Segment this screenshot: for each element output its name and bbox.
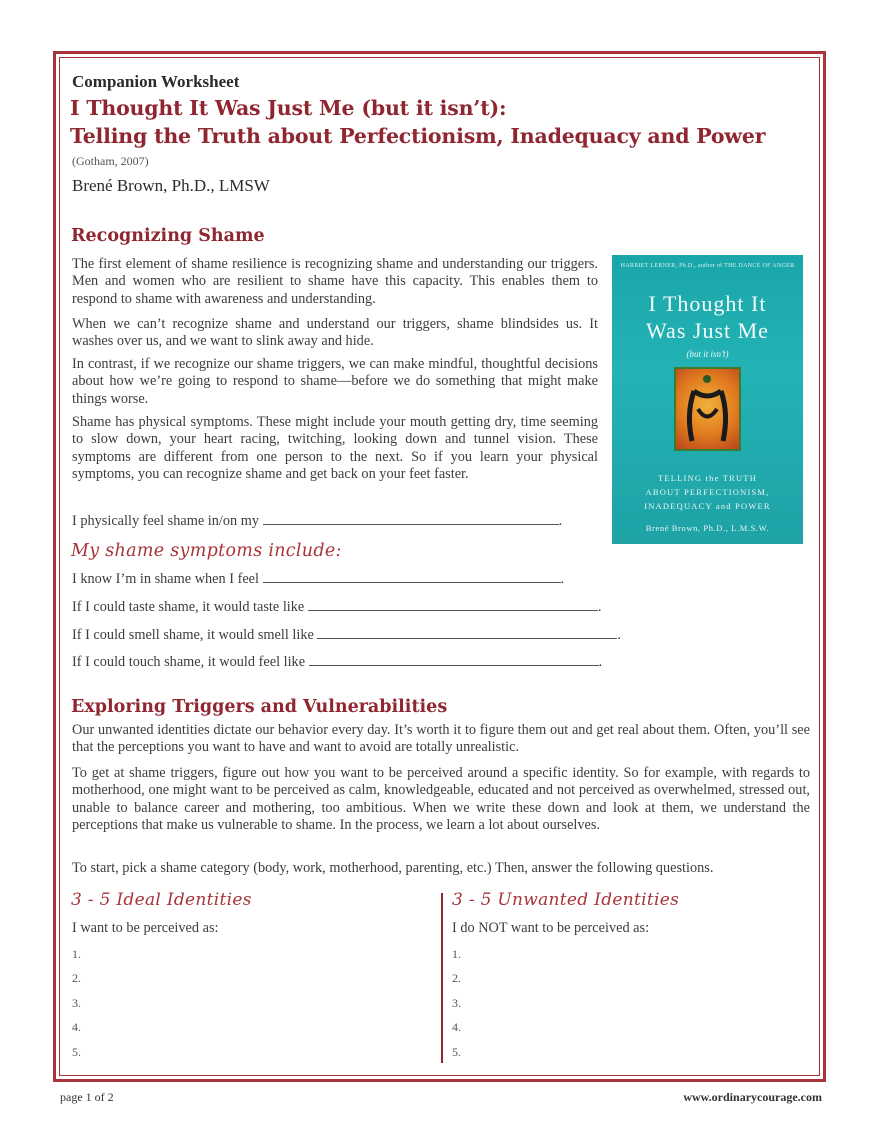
author-name: Brené Brown, Ph.D., LMSW: [72, 176, 270, 195]
unwanted-item-4[interactable]: 4.: [452, 1020, 461, 1034]
ideal-item-3[interactable]: 3.: [72, 996, 81, 1010]
prompt-line-4: If I could touch shame, it would feel like .: [72, 654, 603, 670]
unwanted-item-5[interactable]: 5.: [452, 1045, 461, 1059]
paragraph-7: To start, pick a shame category (body, work, motherhood, parenting, etc.) Then, answer the following questions.: [72, 860, 714, 876]
section-heading-recognizing-shame: Recognizing Shame: [71, 226, 265, 246]
website-link[interactable]: www.ordinarycourage.com: [683, 1090, 822, 1104]
unwanted-identities-title: 3 - 5 Unwanted Identities: [452, 890, 680, 910]
prompt-label: If I could touch shame, it would feel like: [72, 654, 306, 670]
unwanted-item-1[interactable]: 1.: [452, 947, 461, 961]
prompt-label: If I could taste shame, it would taste like: [72, 599, 305, 615]
book-subtitle-3: INADEQUACY and POWER: [644, 501, 771, 511]
ideal-item-2[interactable]: 2.: [72, 971, 81, 985]
book-cover-image: [612, 255, 803, 544]
paragraph-3: In contrast, if we recognize our shame triggers, we can make mindful, thoughtful decisions about how we’re going to respond to shame—before we do something that might make things worse.: [72, 356, 598, 407]
prompt-line-3: If I could smell shame, it would smell like .: [72, 627, 621, 643]
paragraph-1: The first element of shame resilience is recognizing shame and understanding our triggers. Men and women who are resilient to shame have this capacity. This enables them to respond to shame with awareness and understanding.: [72, 256, 598, 307]
book-title-2: Was Just Me: [646, 318, 769, 343]
book-author: Brené Brown, Ph.D., L.M.S.W.: [645, 523, 770, 533]
answer-blank[interactable]: [317, 626, 617, 639]
prompt-label: I know I’m in shame when I feel: [72, 571, 259, 587]
paragraph-2: When we can’t recognize shame and understand our triggers, shame blindsides us. It washes over us, and we want to slink away and hide.: [72, 316, 598, 350]
prompt-physical-label: I physically feel shame in/on my: [72, 513, 260, 529]
column-divider: [441, 893, 443, 1063]
answer-blank[interactable]: [309, 653, 599, 666]
publisher-note: (Gotham, 2007): [72, 154, 149, 168]
paragraph-4: Shame has physical symptoms. These might include your mouth getting dry, time seeming to slow down, your heart racing, twitching, looking down and tunnel vision. These symptoms are different from one person to the next. So if you learn your physical symptoms, you can recognize shame and get back on your feet faster.: [72, 414, 598, 483]
ideal-identities-title: 3 - 5 Ideal Identities: [71, 890, 252, 910]
book-subtitle-2: ABOUT PERFECTIONISM,: [645, 487, 770, 497]
book-top-text: HARRIET LERNER, Ph.D., author of THE DANCE OF ANGER: [620, 263, 795, 269]
section-heading-triggers: Exploring Triggers and Vulnerabilities: [71, 697, 448, 717]
answer-blank[interactable]: [263, 570, 561, 583]
ideal-item-5[interactable]: 5.: [72, 1045, 81, 1059]
ideal-item-4[interactable]: 4.: [72, 1020, 81, 1034]
page-number: page 1 of 2: [60, 1090, 114, 1104]
page-title-line2: Telling the Truth about Perfectionism, Inadequacy and Power: [70, 124, 766, 148]
book-subtitle-1: TELLING the TRUTH: [657, 473, 758, 483]
prompt-physical-line: I physically feel shame in/on my .: [72, 513, 563, 529]
prompt-line-1: I know I’m in shame when I feel .: [72, 571, 565, 587]
unwanted-item-3[interactable]: 3.: [452, 996, 461, 1010]
answer-blank[interactable]: [263, 512, 559, 525]
book-cover-art: [674, 367, 741, 451]
paragraph-5: Our unwanted identities dictate our behavior every day. It’s worth it to figure them out and get real about them. Often, you’ll see that the perceptions you want to have and want to avoid are totally unrealistic.: [72, 722, 810, 756]
ideal-item-1[interactable]: 1.: [72, 947, 81, 961]
worksheet-subtitle: Companion Worksheet: [72, 72, 240, 91]
page-title-line1: I Thought It Was Just Me (but it isn’t):: [70, 96, 507, 120]
unwanted-identities-prompt: I do NOT want to be perceived as:: [452, 920, 650, 936]
prompt-line-2: If I could taste shame, it would taste like .: [72, 599, 602, 615]
script-heading-symptoms: My shame symptoms include:: [71, 541, 342, 561]
ideal-identities-prompt: I want to be perceived as:: [72, 920, 219, 936]
answer-blank[interactable]: [308, 598, 598, 611]
book-title-3: (but it isn’t): [686, 349, 729, 359]
prompt-label: If I could smell shame, it would smell like: [72, 627, 314, 643]
book-title-1: I Thought It: [648, 291, 767, 316]
paragraph-6: To get at shame triggers, figure out how you want to be perceived around a specific identity. So for example, with regards to motherhood, one might want to be perceived as calm, knowledgeable, educated and not perceived as overwhelmed, stressed out, unable to balance career and mothering, too ambitious. When we write these down and look at them, we understand the perceptions that make us vulnerable to shame. In the process, we learn a lot about ourselves.: [72, 765, 810, 834]
unwanted-item-2[interactable]: 2.: [452, 971, 461, 985]
